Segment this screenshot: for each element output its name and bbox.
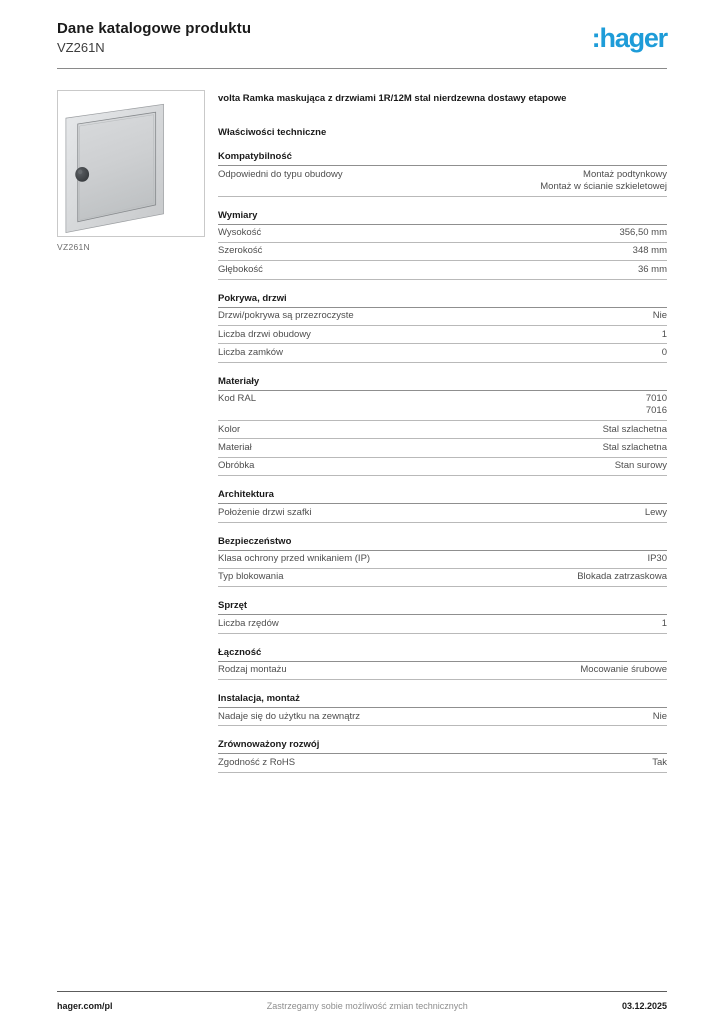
spec-value [353,169,667,193]
spec-label: Obróbka [218,460,255,472]
spec-label: Nadaje się do użytku na zewnątrz [218,710,361,722]
spec-value [273,264,667,276]
page-title: Dane katalogowe produktu [57,20,252,37]
spec-label: Szerokość [218,245,263,257]
spec-value [293,347,667,359]
spec-label: Wysokość [218,227,262,239]
section-instalacja-montaz [218,693,667,726]
spec-value-line: Montaż podtynkowy [583,168,667,180]
section-title: Łączność [218,647,667,662]
spec-value [271,227,667,239]
spec-value-line: 7010 [645,393,667,405]
section-title: Pokrywa, drzwi [218,293,667,308]
spec-value [321,329,667,341]
content [57,90,667,773]
spec-value [293,571,667,583]
header-titles [57,20,251,55]
spec-row [218,569,667,587]
section-title: Sprzęt [218,600,667,615]
properties-heading: Właściwości techniczne [218,127,327,139]
spec-value-line: Stan surowy [614,460,667,472]
header [57,20,667,55]
spec-value [321,507,667,519]
spec-value-line: 0 [661,346,667,358]
spec-value-line: Lewy [644,506,667,518]
spec-row [218,166,667,196]
spec-value [262,442,667,454]
spec-value-line: Blokada zatrzaskowa [577,571,667,583]
section-title: Zrównoważony rozwój [218,739,667,754]
spec-value-line: 7016 [645,405,667,417]
spec-row [218,391,667,421]
spec-label: Typ blokowania [218,571,284,583]
section-title: Materiały [218,376,667,391]
spec-label: Kolor [218,423,241,435]
spec-row [218,504,667,522]
section-wymiary [218,210,667,280]
product-title: volta Ramka maskująca z drzwiami 1R/12M stal nierdzewna dostawy etapowe [218,93,567,104]
spec-value-line: 356,50 mm [619,227,667,239]
footer-disclaimer: Zastrzegamy sobie możliwość zmian technicznych [266,1001,468,1011]
spec-label: Drzwi/pokrywa są przezroczyste [218,310,354,322]
spec-label: Położenie drzwi szafki [218,506,312,518]
spec-row [218,551,667,569]
spec-value [370,711,667,723]
spec-label: Liczba drzwi obudowy [218,328,311,340]
section-sprzet [218,600,667,633]
spec-row [218,662,667,680]
spec-value-line: Mocowanie śrubowe [580,664,667,676]
spec-label: Zgodność z RoHS [218,756,296,768]
product-image [57,90,205,237]
spec-label: Liczba rzędów [218,617,279,629]
spec-row [218,326,667,344]
spec-value [289,618,667,630]
spec-value-line: Stal szlachetna [602,441,667,453]
spec-value [364,310,667,322]
section-materialy [218,376,667,476]
spec-value [264,460,667,472]
spec-value-line: 36 mm [637,263,667,275]
spec-value-line: IP30 [647,553,667,565]
section-title: Wymiary [218,210,667,225]
spec-label: Głębokość [218,263,263,275]
spec-column [218,90,667,773]
spec-value [272,245,667,257]
spec-value [380,553,667,565]
section-lacznosc [218,647,667,680]
spec-row [218,225,667,243]
section-title: Instalacja, montaż [218,693,667,708]
spec-label: Klasa ochrony przed wnikaniem (IP) [218,553,371,565]
spec-label: Odpowiedni do typu obudowy [218,168,343,180]
spec-value-line: Nie [652,710,667,722]
section-kompatybilnosc [218,151,667,196]
spec-row [218,754,667,772]
section-architektura [218,489,667,522]
section-bezpieczenstwo [218,536,667,588]
spec-label: Rodzaj montażu [218,664,287,676]
spec-row [218,421,667,439]
spec-label: Materiał [218,441,252,453]
section-pokrywa-drzwi [218,293,667,363]
footer-site-link[interactable]: hager.com/pl [57,1001,113,1011]
spec-value [297,664,667,676]
spec-row [218,708,667,726]
spec-row [218,615,667,633]
spec-row [218,458,667,476]
spec-value [250,424,667,436]
spec-value-line: Stal szlachetna [602,423,667,435]
spec-label: Liczba zamków [218,346,283,358]
spec-label: Kod RAL [218,393,257,405]
header-divider [57,68,667,69]
spec-value-line: 348 mm [632,245,667,257]
section-title: Kompatybilność [218,151,667,166]
product-image-column [57,90,205,773]
spec-value-line: Tak [652,756,667,768]
spec-row [218,439,667,457]
section-title: Architektura [218,489,667,504]
spec-row [218,344,667,362]
spec-value-line: 1 [661,617,667,629]
product-image-caption: VZ261N [57,242,90,252]
spec-value-line: 1 [661,328,667,340]
footer [57,991,667,1011]
spec-row [218,308,667,326]
footer-row [57,1001,667,1011]
footer-divider [57,991,667,992]
door-illustration-icon [58,91,204,236]
spec-value-line: Montaż w ścianie szkieletowej [540,180,667,192]
spec-value [266,393,667,417]
spec-value [305,757,667,769]
spec-row [218,243,667,261]
spec-value-line: Nie [652,310,667,322]
product-reference: VZ261N [57,40,105,55]
hager-logo: :hager [591,23,667,53]
section-zrownowazony-rozwoj [218,739,667,772]
section-title: Bezpieczeństwo [218,536,667,551]
footer-date: 03.12.2025 [621,1001,667,1011]
spec-row [218,261,667,279]
